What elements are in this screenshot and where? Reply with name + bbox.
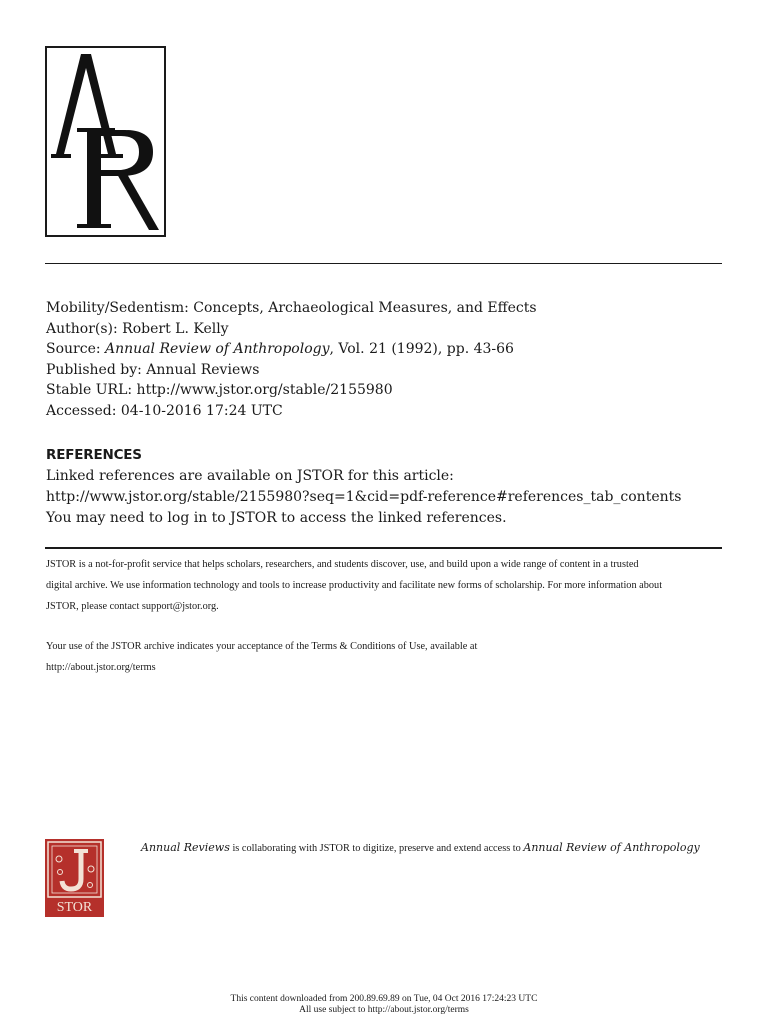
header-divider bbox=[45, 263, 722, 264]
notice-divider bbox=[45, 547, 722, 549]
references-link[interactable]: http://www.jstor.org/stable/2155980?seq=1&cid=pdf-reference#references_tab_contents bbox=[46, 489, 682, 505]
author-label: Author(s): bbox=[46, 320, 118, 337]
terms-notice bbox=[46, 636, 726, 678]
jstor-emblem-icon bbox=[45, 839, 104, 917]
notice-line-2: digital archive. We use information technology and tools to increase productivity and facilitate new forms of scholarship. For more information about bbox=[46, 580, 663, 591]
publisher-line bbox=[46, 360, 537, 381]
jstor-logo bbox=[45, 839, 104, 917]
references-section bbox=[46, 466, 681, 529]
ar-monogram-icon bbox=[47, 48, 164, 235]
accessed-label: Accessed: bbox=[46, 402, 117, 419]
source-details: , Vol. 21 (1992), pp. 43-66 bbox=[329, 341, 514, 357]
article-metadata bbox=[46, 298, 537, 421]
publisher-name: Annual Reviews bbox=[146, 361, 260, 378]
page-footer bbox=[0, 994, 768, 1016]
stable-url-label: Stable URL: bbox=[46, 382, 133, 398]
references-intro: Linked references are available on JSTOR for this article: bbox=[46, 468, 454, 484]
terms-link[interactable]: http://about.jstor.org/terms bbox=[46, 662, 156, 673]
notice-line-3: JSTOR, please contact support@jstor.org. bbox=[46, 601, 219, 612]
publisher-label: Published by: bbox=[46, 361, 142, 378]
author-name: Robert L. Kelly bbox=[122, 320, 229, 337]
jstor-logo-text: STOR bbox=[56, 900, 93, 915]
jstor-notice bbox=[46, 554, 726, 617]
source-label: Source: bbox=[46, 341, 101, 357]
footer-terms-line: All use subject to http://about.jstor.org/terms bbox=[299, 1005, 469, 1015]
stable-url-line bbox=[46, 380, 537, 401]
references-heading: REFERENCES bbox=[46, 447, 142, 463]
collab-publisher: Annual Reviews bbox=[141, 841, 230, 854]
annual-reviews-logo bbox=[45, 46, 166, 237]
accessed-line bbox=[46, 401, 537, 422]
collaboration-note bbox=[141, 841, 721, 856]
references-login-note: You may need to log in to JSTOR to access the linked references. bbox=[46, 510, 507, 526]
notice-line-1: JSTOR is a not-for-profit service that helps scholars, researchers, and students discover, use, and build upon a wide range of content in a trusted bbox=[46, 559, 639, 570]
journal-name: Annual Review of Anthropology bbox=[105, 341, 330, 357]
collab-journal: Annual Review of Anthropology bbox=[523, 841, 700, 854]
terms-line-1: Your use of the JSTOR archive indicates your acceptance of the Terms & Conditions of Use, available at bbox=[46, 641, 478, 652]
author-line bbox=[46, 319, 537, 340]
footer-download-line: This content downloaded from 200.89.69.89 on Tue, 04 Oct 2016 17:24:23 UTC bbox=[230, 994, 538, 1004]
accessed-date: 04-10-2016 17:24 UTC bbox=[120, 402, 283, 419]
source-line bbox=[46, 339, 537, 360]
stable-url-link[interactable]: http://www.jstor.org/stable/2155980 bbox=[136, 382, 393, 398]
collab-text: is collaborating with JSTOR to digitize, preserve and extend access to bbox=[229, 843, 524, 854]
article-title: Mobility/Sedentism: Concepts, Archaeological Measures, and Effects bbox=[46, 300, 537, 316]
